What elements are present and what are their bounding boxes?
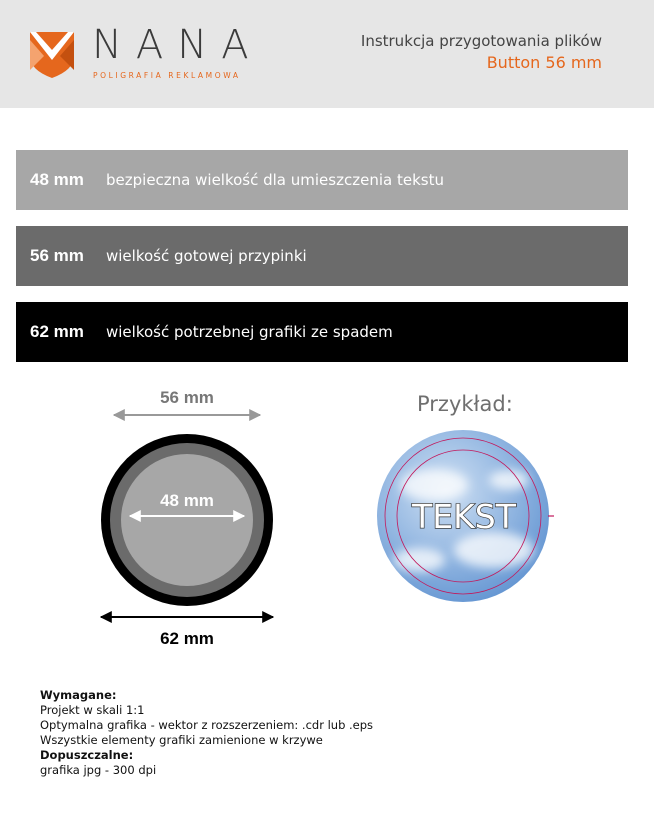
page-subtitle: Button 56 mm xyxy=(486,53,602,72)
example-title: Przykład: xyxy=(417,392,513,416)
top-size-label: 56 mm xyxy=(160,388,214,407)
size-bar-62 xyxy=(16,302,628,362)
button-size-diagram xyxy=(90,380,290,655)
size-description: wielkość gotowej przypinki xyxy=(106,247,307,265)
allowed-heading: Dopuszczalne: xyxy=(40,748,134,762)
example-text: TEKST xyxy=(412,497,516,536)
required-heading: Wymagane: xyxy=(40,688,117,702)
size-value: 56 mm xyxy=(30,246,84,265)
size-description: wielkość potrzebnej grafiki ze spadem xyxy=(106,323,393,341)
size-value: 62 mm xyxy=(30,322,84,341)
size-bar-48 xyxy=(16,150,628,210)
inner-size-label: 48 mm xyxy=(160,491,214,510)
allowed-item: grafika jpg - 300 dpi xyxy=(40,763,157,777)
example-button xyxy=(374,425,558,609)
nana-logo-icon xyxy=(30,30,74,78)
size-description: bezpieczna wielkość dla umieszczenia tekstu xyxy=(106,171,444,189)
header xyxy=(0,0,654,108)
requirements-notes xyxy=(40,688,373,778)
page-title: Instrukcja przygotowania plików xyxy=(360,32,602,50)
brand-name: NANA xyxy=(92,22,263,68)
size-value: 48 mm xyxy=(30,170,84,189)
bottom-size-label: 62 mm xyxy=(160,629,214,648)
required-item: Optymalna grafika - wektor z rozszerzeniem: .cdr lub .eps xyxy=(40,718,374,732)
brand-subtitle: POLIGRAFIA REKLAMOWA xyxy=(93,71,241,80)
inner-circle-48 xyxy=(121,454,253,586)
required-item: Projekt w skali 1:1 xyxy=(40,703,145,717)
required-item: Wszystkie elementy grafiki zamienione w krzywe xyxy=(40,733,323,747)
size-bar-56 xyxy=(16,226,628,286)
